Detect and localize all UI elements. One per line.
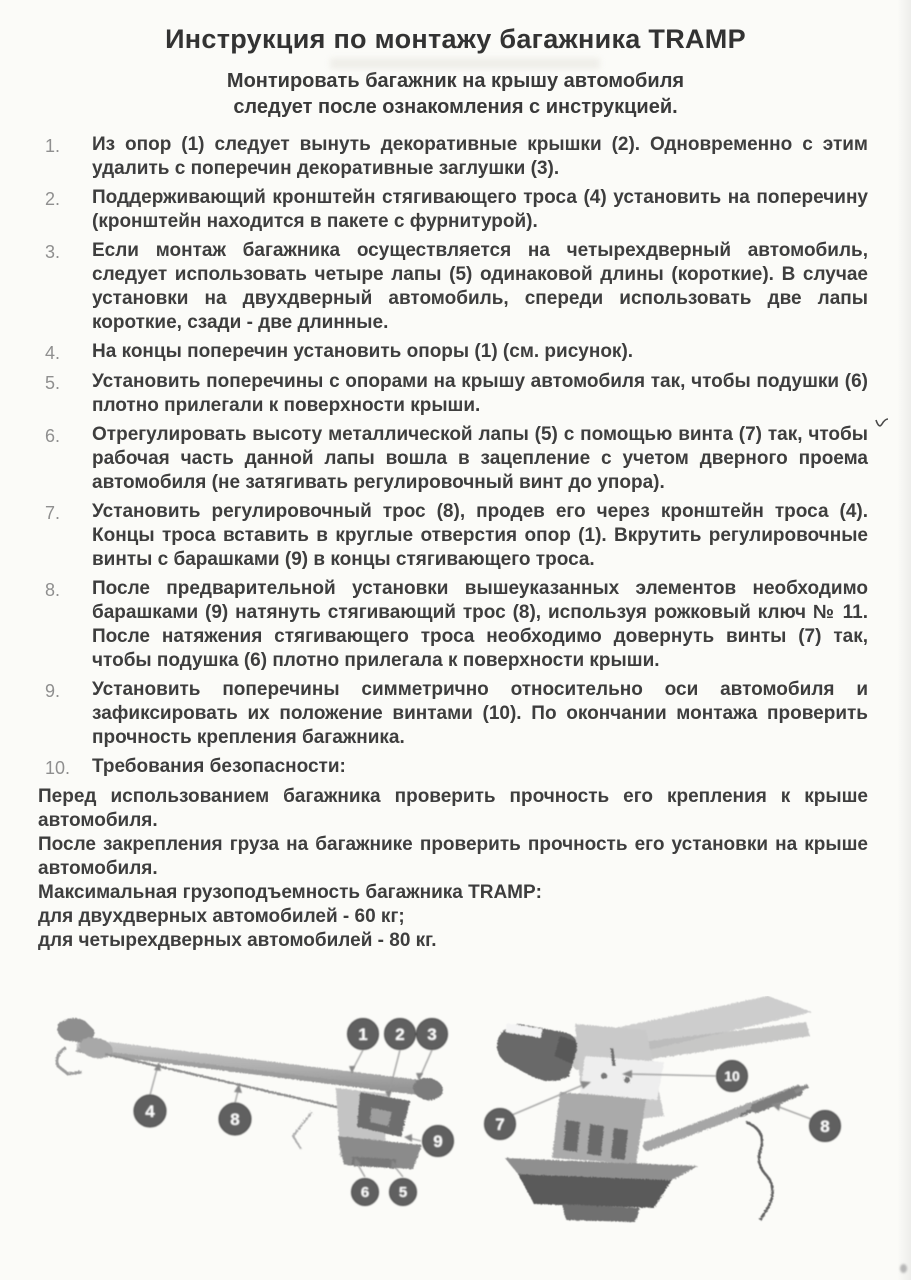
max-load-two-door: для двухдверных автомобилей - 60 кг; bbox=[38, 906, 405, 927]
svg-text:10: 10 bbox=[724, 1068, 740, 1084]
callout-4 bbox=[134, 1095, 166, 1127]
callout-8-left bbox=[219, 1103, 251, 1135]
item-number: 7. bbox=[45, 503, 61, 523]
subtitle-line-2: следует после ознакомления с инструкцией. bbox=[233, 96, 678, 118]
max-load-heading: Максимальная грузоподъемность багажника TRAMP: bbox=[38, 882, 542, 903]
callout-9 bbox=[423, 1126, 454, 1157]
instruction-list bbox=[0, 133, 911, 780]
item-text: Отрегулировать высоту металлической лапы (5) с помощью винта (7) так, чтобы рабочая часть данной лапы вошла в зацепление с учетом дверного проема автомобиля (не затягивать регулировочный винт до упора). bbox=[92, 424, 868, 493]
max-load-four-door: для четырехдверных автомобилей - 80 кг. bbox=[38, 930, 437, 951]
callout-5 bbox=[390, 1179, 417, 1206]
svg-text:6: 6 bbox=[360, 1184, 370, 1201]
page-title: Инструкция по монтажу багажника TRAMP bbox=[165, 24, 746, 54]
item-text: Требования безопасности: bbox=[92, 756, 346, 777]
item-text: На концы поперечин установить опоры (1) (см. рисунок). bbox=[92, 341, 634, 362]
instruction-item-6 bbox=[38, 423, 868, 495]
scan-artifact-mark bbox=[874, 416, 890, 432]
callout-8-right bbox=[810, 1111, 841, 1142]
item-number: 4. bbox=[45, 343, 61, 363]
item-text: Установить регулировочный трос (8), продев его через кронштейн троса (4). Концы троса вставить в круглые отверстия опор (1). Вкрутить регулировочные винты с барашками (9) в концы стягивающего троса. bbox=[92, 501, 868, 570]
item-number: 1. bbox=[45, 136, 61, 156]
item-number: 2. bbox=[45, 189, 61, 209]
svg-text:5: 5 bbox=[398, 1184, 408, 1201]
instruction-item-10 bbox=[38, 755, 868, 780]
item-number: 8. bbox=[45, 580, 61, 600]
subtitle bbox=[0, 68, 911, 120]
svg-text:9: 9 bbox=[433, 1132, 443, 1151]
item-text: Установить поперечины с опорами на крышу автомобиля так, чтобы подушки (6) плотно прилегали к поверхности крыши. bbox=[92, 371, 868, 416]
svg-text:2: 2 bbox=[395, 1025, 405, 1044]
safety-paragraph-2: После закрепления груза на багажнике проверить прочность его установки на крыше автомобиля. bbox=[38, 834, 868, 879]
svg-text:7: 7 bbox=[495, 1115, 505, 1134]
safety-section bbox=[0, 785, 911, 953]
callout-7 bbox=[485, 1109, 516, 1140]
item-text: Если монтаж багажника осуществляется на четырехдверный автомобиль, следует использовать четыре лапы (5) одинаковой длины (короткие). В случае установки на двухдверный автомобиль, спереди использовать две лапы короткие, сзади - две длинные. bbox=[92, 240, 868, 333]
svg-text:4: 4 bbox=[145, 1102, 155, 1121]
svg-text:3: 3 bbox=[427, 1025, 437, 1044]
callout-1 bbox=[348, 1019, 379, 1050]
callout-6 bbox=[352, 1179, 379, 1206]
support-foot-drawing bbox=[497, 996, 812, 1222]
instruction-item-3 bbox=[38, 239, 868, 335]
scan-edge-shadow bbox=[897, 0, 911, 1280]
assembly-diagram bbox=[0, 996, 911, 1280]
assembly-figure bbox=[0, 996, 911, 1280]
item-number: 6. bbox=[45, 426, 61, 446]
item-text: Установить поперечины симметрично относительно оси автомобиля и зафиксировать их положение винтами (10). По окончании монтажа проверить прочность крепления багажника. bbox=[92, 679, 868, 748]
item-number: 3. bbox=[45, 242, 61, 262]
callout-3 bbox=[417, 1019, 448, 1050]
item-text: Поддерживающий кронштейн стягивающего троса (4) установить на поперечину (кронштейн находится в пакете с фурнитурой). bbox=[92, 187, 868, 232]
instruction-item-7 bbox=[38, 500, 868, 572]
item-number: 9. bbox=[45, 681, 61, 701]
subtitle-line-1: Монтировать багажник на крышу автомобиля bbox=[226, 70, 685, 92]
item-text: После предварительной установки вышеуказанных элементов необходимо барашками (9) натянуть стягивающий трос (8), используя рожковый ключ № 11. После натяжения стягивающего троса необходимо довернуть винты (7) так, чтобы подушка (6) плотно прилегала к поверхности крыши. bbox=[92, 578, 868, 671]
instruction-item-4 bbox=[38, 340, 868, 365]
scan-bleed-through bbox=[330, 58, 600, 69]
svg-text:1: 1 bbox=[358, 1025, 368, 1044]
svg-text:8: 8 bbox=[230, 1110, 240, 1129]
item-number: 10. bbox=[45, 758, 71, 778]
instruction-item-8 bbox=[38, 577, 868, 673]
item-number: 5. bbox=[45, 373, 61, 393]
instruction-item-5 bbox=[38, 370, 868, 418]
callout-10 bbox=[717, 1061, 748, 1092]
safety-paragraph-1: Перед использованием багажника проверить прочность его крепления к крыше автомобиля. bbox=[38, 786, 868, 831]
callout-2 bbox=[385, 1019, 416, 1050]
instruction-item-9 bbox=[38, 678, 868, 750]
instruction-item-2 bbox=[38, 186, 868, 234]
instruction-item-1 bbox=[38, 133, 868, 181]
item-text: Из опор (1) следует вынуть декоративные крышки (2). Одновременно с этим удалить с поперечин декоративные заглушки (3). bbox=[92, 134, 868, 179]
svg-text:8: 8 bbox=[820, 1117, 830, 1136]
